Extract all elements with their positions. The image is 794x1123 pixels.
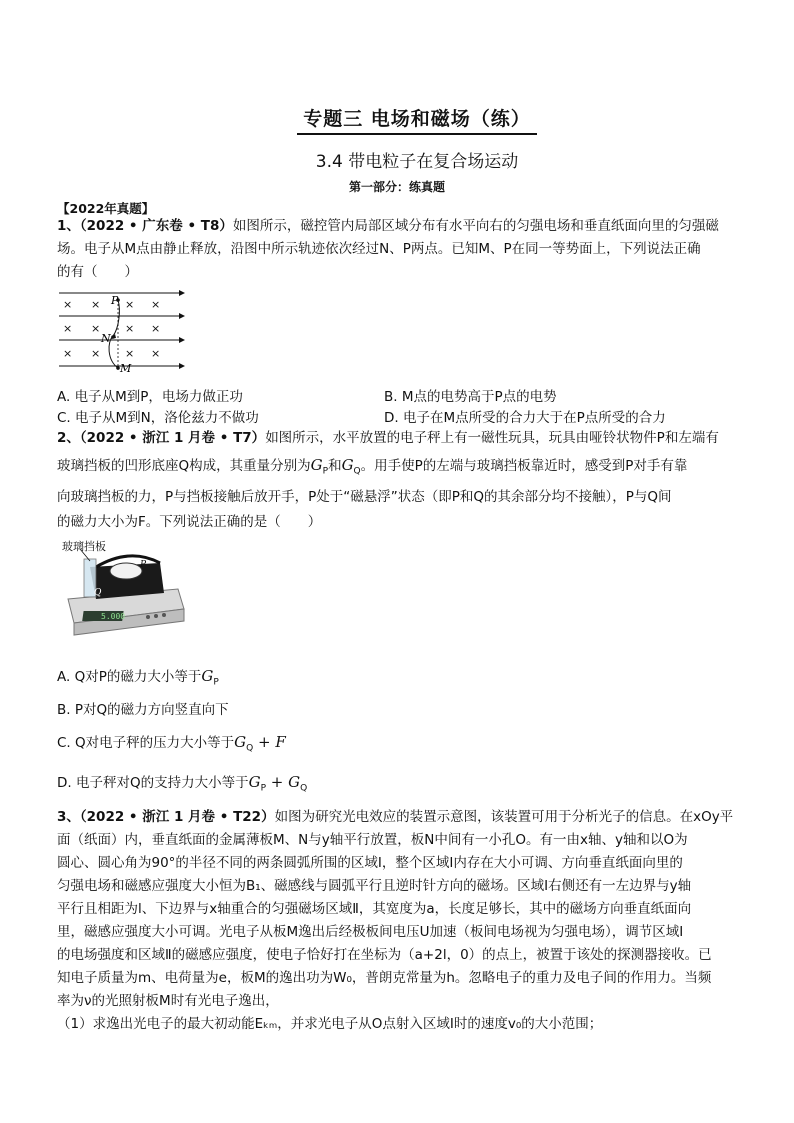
q2-option-d[interactable]: D. 电子秤对Q的支持力大小等于$G_P + G_Q$ [57, 773, 308, 794]
cross-mark: × [63, 347, 73, 360]
q1-line3: 的有（ ） [57, 264, 138, 280]
cross-mark: × [151, 298, 161, 311]
svg-text:Q: Q [94, 588, 102, 598]
cross-mark: × [125, 347, 135, 360]
q3-line3: 圆心、圆心角为90°的半径不同的两条圆弧所围的区域Ⅰ，整个区域Ⅰ内存在大小可调、方向垂直纸面向里的 [57, 855, 683, 871]
q3-stem [57, 806, 737, 1036]
q3-line10: （1）求逸出光电子的最大初动能Eₖₘ，并求光电子从O点射入区域Ⅰ时的速度v₀的大小范围； [57, 1016, 603, 1032]
part-label: 第一部分：练真题 [348, 180, 445, 194]
cross-mark: × [151, 347, 161, 360]
q2-line1: 2、（2022 • 浙江 1 月卷 • T7）如图所示，水平放置的电子秤上有一磁性玩具，玩具由哑铃状物件P和左端有 [57, 430, 719, 446]
q3-line9: 率为ν的光照射板M时有光电子逸出， [57, 993, 279, 1009]
q2-line4: 的磁力大小为F。下列说法正确的是（ ） [57, 513, 322, 530]
cross-mark: × [91, 322, 101, 335]
cross-mark: × [63, 322, 73, 335]
q2-option-b[interactable]: B. P对Q的磁力方向竖直向下 [57, 702, 229, 718]
magnetron-field-figure [57, 290, 187, 374]
point-label-n: N [101, 332, 111, 345]
q1-option-a[interactable]: A. 电子从M到P，电场力做正功 [57, 389, 243, 405]
section-heading: 【2022年真题】 [57, 201, 155, 216]
magnetic-toy-scale-figure [60, 537, 188, 639]
q2-line2: 玻璃挡板的凹形底座Q构成，其重量分别为$G_P$和$G_Q$。用手使P的左端与玻璃挡板靠近时，感受到P对手有靠 [57, 456, 688, 477]
q1-line2: 场。电子从M点由静止释放，沿图中所示轨迹依次经过N、P两点。已知M、P在同一等势面上，下列说法正确 [57, 241, 701, 257]
q1-line1: 1、（2022 • 广东卷 • T8）如图所示，磁控管内局部区域分布有水平向右的匀强电场和垂直纸面向里的匀强磁 [57, 218, 719, 234]
q1-option-c[interactable]: C. 电子从M到N，洛伦兹力不做功 [57, 410, 259, 426]
q2-stem [57, 426, 737, 535]
q3-line8: 知电子质量为m、电荷量为e，板M的逸出功为W₀，普朗克常量为h。忽略电子的重力及电子间的作用力。当频 [57, 970, 712, 986]
q1-option-d[interactable]: D. 电子在M点所受的合力大于在P点所受的合力 [384, 410, 666, 426]
q1-stem [57, 215, 737, 284]
q2-line3: 向玻璃挡板的力，P与挡板接触后放开手，P处于“磁悬浮”状态（即P和Q的其余部分均不接触），P与Q间 [57, 488, 672, 505]
q3-line7: 的电场强度和区域Ⅱ的磁感应强度，使电子恰好打在坐标为（a+2l，0）的点上，被置于该处的探测器接收。已 [57, 947, 712, 963]
page-title: 专题三 电场和磁场（练） [0, 104, 794, 135]
cross-mark: × [91, 298, 101, 311]
dumbbell-p [110, 563, 142, 579]
page-subtitle: 3.4 带电粒子在复合场运动 [315, 152, 519, 172]
cross-mark: × [63, 298, 73, 311]
q3-line5: 平行且相距为l、下边界与x轴重合的匀强磁场区域Ⅱ，其宽度为a，长度足够长，其中的磁场方向垂直纸面向 [57, 901, 692, 917]
q3-line1: 3、（2022 • 浙江 1 月卷 • T22）如图为研究光电效应的装置示意图，该装置可用于分析光子的信息。在xOy平 [57, 809, 734, 825]
q2-option-a[interactable]: A. Q对P的磁力大小等于$G_P$ [57, 667, 219, 688]
cross-mark: × [151, 322, 161, 335]
q3-line2: 面（纸面）内，垂直纸面的金属薄板M、N与y轴平行放置，板N中间有一小孔O。有一由x轴、y轴和以O为 [57, 832, 688, 848]
q1-option-b[interactable]: B. M点的电势高于P点的电势 [384, 389, 557, 405]
glass-plate-label: 玻璃挡板 [62, 540, 106, 553]
scale-reading: 5.000 [101, 612, 126, 621]
q2-option-c[interactable]: C. Q对电子秤的压力大小等于$G_Q + F$ [57, 733, 286, 754]
point-label-p: P [111, 294, 119, 307]
cross-mark: × [125, 298, 135, 311]
point-label-m: M [120, 362, 132, 374]
cross-mark: × [91, 347, 101, 360]
q3-line4: 匀强电场和磁感应强度大小恒为B₁、磁感线与圆弧平行且逆时针方向的磁场。区域Ⅰ右侧还有一左边界与y轴 [57, 878, 692, 894]
svg-text:P: P [140, 560, 147, 570]
q3-line6: 里，磁感应强度大小可调。光电子从板M逸出后经极板间电压U加速（板间电场视为匀强电场），调节区域Ⅰ [57, 924, 684, 940]
cross-mark: × [125, 322, 135, 335]
